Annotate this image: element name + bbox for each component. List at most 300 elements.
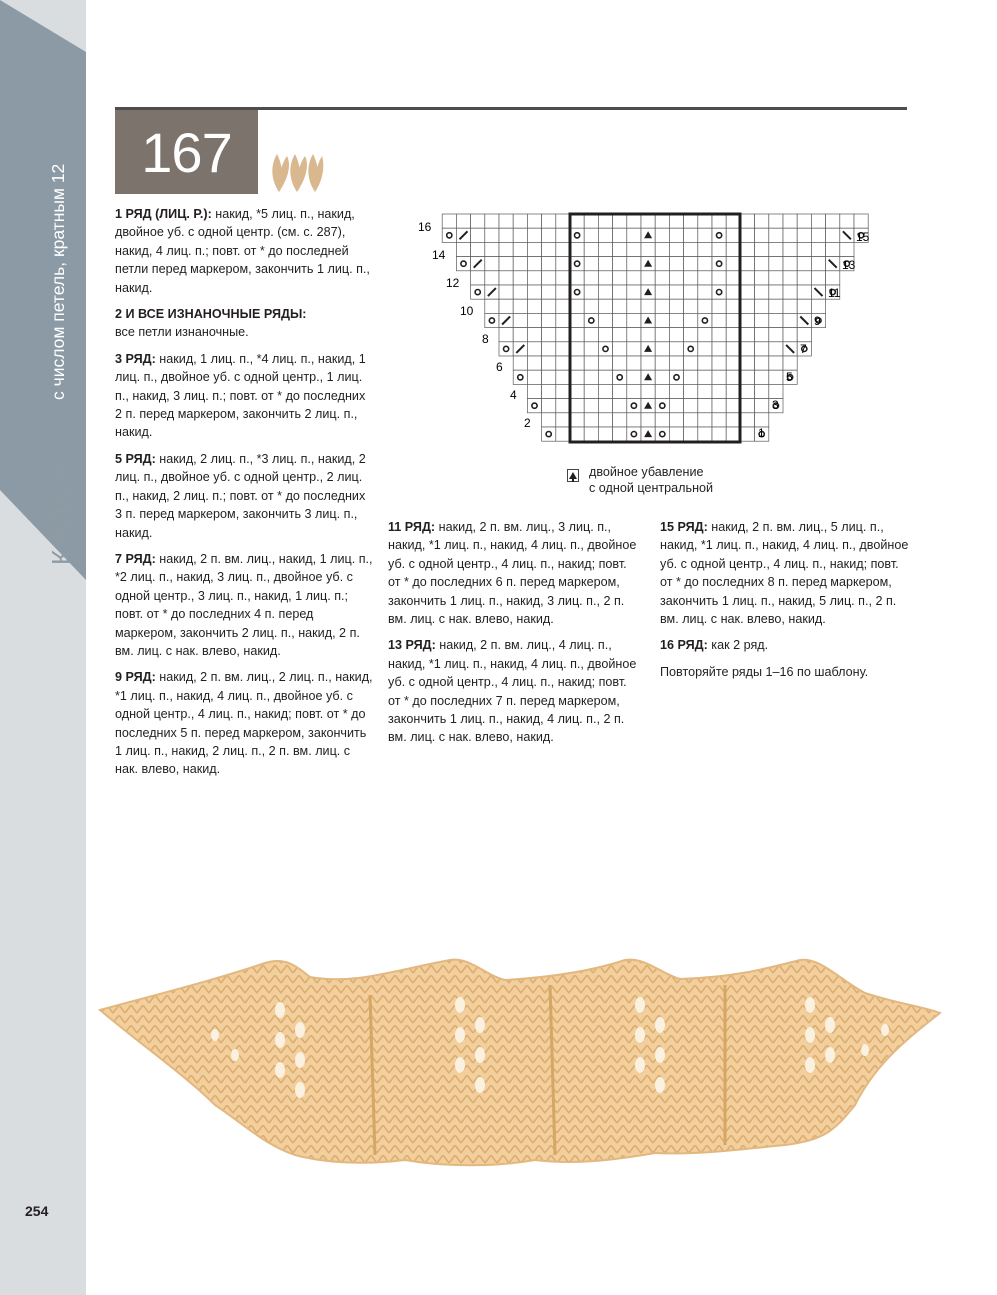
chart-cell <box>669 242 683 256</box>
chart-cell <box>627 285 641 299</box>
chart-cell <box>499 328 513 342</box>
chart-cell <box>613 399 627 413</box>
legend-line-1: двойное убавление <box>589 465 704 479</box>
chart-cell <box>655 427 669 441</box>
chart-cell <box>740 299 754 313</box>
chart-cell <box>542 370 556 384</box>
chart-cell <box>698 370 712 384</box>
chart-cell <box>556 328 570 342</box>
chart-cell <box>726 399 740 413</box>
chart-cell <box>641 413 655 427</box>
chart-cell <box>598 399 612 413</box>
chart-cell <box>570 328 584 342</box>
chart-cell <box>769 257 783 271</box>
chart-cell <box>570 228 584 242</box>
instructions-column-3 <box>660 518 910 689</box>
chart-cell <box>499 214 513 228</box>
chart-cell <box>556 313 570 327</box>
chart-cell <box>527 271 541 285</box>
chart-cell <box>527 328 541 342</box>
chart-cell <box>613 214 627 228</box>
chart-cell <box>726 342 740 356</box>
chart-cell <box>755 228 769 242</box>
side-band <box>0 0 86 1295</box>
chart-cell <box>471 285 485 299</box>
chart-cell <box>783 299 797 313</box>
chart-cell <box>542 399 556 413</box>
chart-cell <box>712 271 726 285</box>
row-1-instruction: 1 РЯД (ЛИЦ. Р.): накид, *5 лиц. п., накид, двойное уб. с одной центр. (см. с. 287), накид, 4 лиц. п.; повт. от * до последней петли перед маркером, закончить 1 лиц. п., накид. <box>115 207 370 295</box>
chart-cell <box>655 214 669 228</box>
chart-cell <box>442 228 456 242</box>
chart-cell <box>556 242 570 256</box>
chart-cell <box>684 328 698 342</box>
chart-cell <box>542 384 556 398</box>
chart-cell <box>755 299 769 313</box>
chart-cell <box>570 384 584 398</box>
chart-cell <box>755 285 769 299</box>
chart-cell <box>485 313 499 327</box>
chart-cell <box>698 242 712 256</box>
chart-cell <box>712 214 726 228</box>
chart-cell <box>584 214 598 228</box>
chart-cell <box>556 285 570 299</box>
chart-cell <box>769 328 783 342</box>
chart-cell <box>797 328 811 342</box>
chart-cell <box>712 242 726 256</box>
chart-cell <box>513 228 527 242</box>
chart-cell <box>769 384 783 398</box>
chart-cell <box>655 257 669 271</box>
chart-cell <box>570 413 584 427</box>
chart-cell <box>740 399 754 413</box>
chart-cell <box>755 342 769 356</box>
chart-cell <box>826 214 840 228</box>
chart-cell <box>655 356 669 370</box>
chart-cell <box>740 413 754 427</box>
chart-cell <box>527 356 541 370</box>
chart-cell <box>471 242 485 256</box>
chart-cell <box>613 228 627 242</box>
chart-cell <box>712 384 726 398</box>
chart-cell <box>740 257 754 271</box>
row-label-15: 15 <box>856 230 870 244</box>
chart-cell <box>584 299 598 313</box>
page-number: 254 <box>25 1203 49 1219</box>
chart-cell <box>726 356 740 370</box>
chart-cell <box>755 413 769 427</box>
chart-cell <box>542 342 556 356</box>
chart-cell <box>542 214 556 228</box>
row-5-instruction: 5 РЯД: накид, 2 лиц. п., *3 лиц. п., накид, 2 лиц. п., двойное уб. с одной центр., 2 лиц. п., накид, 2 лиц. п.; повт. от * до последних 3 п. перед маркером, закончить 3 лиц. п., накид. <box>115 451 366 540</box>
chart-cell <box>698 257 712 271</box>
chart-cell <box>499 257 513 271</box>
chart-cell <box>811 228 825 242</box>
chart-cell <box>669 399 683 413</box>
chart-cell <box>556 257 570 271</box>
chart-cell <box>655 285 669 299</box>
chart-cell <box>669 370 683 384</box>
chart-cell <box>556 214 570 228</box>
chart-cell <box>826 242 840 256</box>
chart-cell <box>471 271 485 285</box>
chart-cell <box>598 285 612 299</box>
chart-cell <box>755 328 769 342</box>
chart-cell <box>797 299 811 313</box>
chart-cell <box>584 285 598 299</box>
chart-cell <box>655 313 669 327</box>
chart-cell <box>627 399 641 413</box>
chart-cell <box>698 328 712 342</box>
chart-cell <box>655 413 669 427</box>
chart-cell <box>712 427 726 441</box>
chart-cell <box>740 427 754 441</box>
chart-cell <box>485 228 499 242</box>
chart-cell <box>712 399 726 413</box>
chart-cell <box>613 313 627 327</box>
chart-cell <box>684 299 698 313</box>
chart-cell <box>627 370 641 384</box>
chart-cell <box>598 228 612 242</box>
chart-cell <box>755 399 769 413</box>
chart-cell <box>740 271 754 285</box>
chart-cell <box>598 214 612 228</box>
chart-cell <box>669 299 683 313</box>
chart-cell <box>513 285 527 299</box>
chart-cell <box>556 271 570 285</box>
row-label-10: 10 <box>460 304 474 318</box>
chart-cell <box>570 342 584 356</box>
chart-cell <box>527 399 541 413</box>
chart-cell <box>684 399 698 413</box>
chart-cell <box>783 328 797 342</box>
chart-cell <box>712 299 726 313</box>
chart-cell <box>627 242 641 256</box>
chart-cell <box>584 356 598 370</box>
chart-cell <box>570 271 584 285</box>
chart-cell <box>598 271 612 285</box>
chart-cell <box>584 328 598 342</box>
chart-cell <box>740 285 754 299</box>
chart-cell <box>613 342 627 356</box>
chart-cell <box>542 313 556 327</box>
chart-cell <box>740 228 754 242</box>
chart-cell <box>570 427 584 441</box>
chart-cell <box>627 342 641 356</box>
chart-cell <box>613 427 627 441</box>
chart-cell <box>556 384 570 398</box>
chart-cell <box>769 285 783 299</box>
chart-cell <box>442 214 456 228</box>
chart-cell <box>783 356 797 370</box>
chart-cell <box>584 399 598 413</box>
chart-cell <box>655 342 669 356</box>
row-16-instruction: 16 РЯД: как 2 ряд. <box>660 638 769 653</box>
chart-cell <box>797 285 811 299</box>
row-13-instruction: 13 РЯД: накид, 2 п. вм. лиц., 4 лиц. п., накид, *1 лиц. п., накид, 4 лиц. п., двойное уб. с одной центр., 4 лиц. п., накид; повт. от * до последних 7 п. перед маркером, закончить 1 лиц. п., накид, 4 лиц. п., 2 п. вм. лиц. с нак. влево, накид. <box>388 638 637 745</box>
chart-cell <box>669 257 683 271</box>
chart-cell <box>542 299 556 313</box>
chart-cell <box>740 370 754 384</box>
row-label-4: 4 <box>510 388 517 402</box>
chart-cell <box>698 214 712 228</box>
chart-cell <box>769 356 783 370</box>
chart-cell <box>456 242 470 256</box>
chart-cell <box>598 427 612 441</box>
instructions-column-2 <box>388 518 638 755</box>
chart-cell <box>527 285 541 299</box>
chart-cell <box>712 285 726 299</box>
chart-cell <box>627 257 641 271</box>
chart-cell <box>826 228 840 242</box>
chart-cell <box>627 328 641 342</box>
chart-cell <box>755 313 769 327</box>
chart-cell <box>669 214 683 228</box>
chart-cell <box>769 299 783 313</box>
chart-cell <box>542 356 556 370</box>
chart-cell <box>570 299 584 313</box>
three-leaves-icon <box>270 152 325 194</box>
chart-cell <box>684 257 698 271</box>
chart-cell <box>669 427 683 441</box>
chart-cell <box>783 242 797 256</box>
chart-cell <box>499 299 513 313</box>
chart-cell <box>556 342 570 356</box>
pattern-number: 167 <box>115 110 258 194</box>
chart-cell <box>669 328 683 342</box>
row-label-14: 14 <box>432 248 446 262</box>
chart-cell <box>598 299 612 313</box>
row-7-instruction: 7 РЯД: накид, 2 п. вм. лиц., накид, 1 лиц. п., *2 лиц. п., накид, 3 лиц. п., двойное уб. с одной центр., 3 лиц. п., накид, 1 лиц. п.; повт. от * до последних 4 п. перед маркером, закончить 2 лиц. п., накид, 2 п. вм. лиц. с нак. влево, накид. <box>115 551 373 658</box>
chart-cell <box>456 257 470 271</box>
chart-cell <box>641 271 655 285</box>
chart-cell <box>797 271 811 285</box>
chart-cell <box>698 228 712 242</box>
row-label-6: 6 <box>496 360 503 374</box>
chart-cell <box>627 271 641 285</box>
chart-cell <box>570 285 584 299</box>
chart-cell <box>627 356 641 370</box>
chart-cell <box>755 257 769 271</box>
chart-cell <box>769 214 783 228</box>
chart-cell <box>527 384 541 398</box>
chart-cell <box>556 370 570 384</box>
chart-cell <box>797 214 811 228</box>
chart-cell <box>613 242 627 256</box>
chart-cell <box>740 356 754 370</box>
chart-cell <box>684 370 698 384</box>
chart-cell <box>655 328 669 342</box>
chart-cell <box>598 384 612 398</box>
chart-cell <box>755 214 769 228</box>
chart-cell <box>584 257 598 271</box>
chart-cell <box>485 257 499 271</box>
chart-cell <box>598 257 612 271</box>
chart-cell <box>698 384 712 398</box>
chart-cell <box>783 271 797 285</box>
chart-cell <box>811 257 825 271</box>
chart-cell <box>726 242 740 256</box>
chart-cell <box>684 313 698 327</box>
chart-cell <box>726 299 740 313</box>
chart-cell <box>513 242 527 256</box>
chart-cell <box>598 328 612 342</box>
chart-cell <box>513 257 527 271</box>
chart-cell <box>755 271 769 285</box>
chart-cell <box>669 228 683 242</box>
chart-cell <box>542 413 556 427</box>
row-2-instruction: 2 И ВСЕ ИЗНАНОЧНЫЕ РЯДЫ: все петли изнаночные. <box>115 307 307 340</box>
chart-cell <box>712 313 726 327</box>
chart-cell <box>811 299 825 313</box>
chart-cell <box>527 342 541 356</box>
row-label-9: 9 <box>814 314 821 328</box>
chart-cell <box>669 271 683 285</box>
chart-cell <box>655 271 669 285</box>
chart-cell <box>783 313 797 327</box>
chart-cell <box>613 285 627 299</box>
chart-cell <box>698 342 712 356</box>
chart-cell <box>584 413 598 427</box>
chart-cell <box>641 299 655 313</box>
chart-cell <box>655 370 669 384</box>
chart-cell <box>527 214 541 228</box>
chart-cell <box>655 399 669 413</box>
row-label-3: 3 <box>772 398 779 412</box>
chart-cell <box>499 228 513 242</box>
chart-cell <box>726 313 740 327</box>
chart-cell <box>570 214 584 228</box>
chart-cell <box>641 384 655 398</box>
chart-cell <box>684 384 698 398</box>
chart-cell <box>627 427 641 441</box>
chart-cell <box>598 356 612 370</box>
chart-cell <box>826 271 840 285</box>
chart-cell <box>783 257 797 271</box>
chart-cell <box>584 342 598 356</box>
row-label-2: 2 <box>524 416 531 430</box>
chart-cell <box>712 228 726 242</box>
chart-cell <box>598 242 612 256</box>
chart-cell <box>513 313 527 327</box>
chart-cell <box>641 328 655 342</box>
chart-cell <box>769 228 783 242</box>
chart-cell <box>684 285 698 299</box>
chart-cell <box>769 242 783 256</box>
chart-cell <box>598 342 612 356</box>
chart-cell <box>698 285 712 299</box>
chart-cell <box>655 299 669 313</box>
chart-cell <box>684 342 698 356</box>
chart-cell <box>854 214 868 228</box>
chart-cell <box>542 257 556 271</box>
chart-cell <box>755 384 769 398</box>
chart-cell <box>698 299 712 313</box>
chart-cell <box>811 271 825 285</box>
chart-cell <box>698 271 712 285</box>
chart-cell <box>811 242 825 256</box>
chart-cell <box>769 313 783 327</box>
chart-cell <box>613 299 627 313</box>
chart-cell <box>556 399 570 413</box>
chart-cell <box>698 313 712 327</box>
chart-cell <box>698 356 712 370</box>
chart-cell <box>598 313 612 327</box>
chart-cell <box>584 384 598 398</box>
chart-cell <box>613 271 627 285</box>
row-label-7: 7 <box>800 342 807 356</box>
row-label-13: 13 <box>842 258 856 272</box>
row-3-instruction: 3 РЯД: накид, 1 лиц. п., *4 лиц. п., накид, 1 лиц. п., двойное уб. с одной центр., 1 лиц. п., накид, 3 лиц. п.; повт. от * до последних 2 п. перед маркером, закончить 2 лиц. п., накид. <box>115 351 366 440</box>
chart-cell <box>740 313 754 327</box>
chart-cell <box>527 242 541 256</box>
chart-cell <box>485 299 499 313</box>
chart-cell <box>783 214 797 228</box>
chart-cell <box>769 370 783 384</box>
chart-cell <box>542 427 556 441</box>
chart-cell <box>684 427 698 441</box>
chart-cell <box>542 285 556 299</box>
chart-cell <box>840 214 854 228</box>
legend-line-2: с одной центральной <box>589 481 714 495</box>
chart-cell <box>641 242 655 256</box>
chart-cell <box>684 356 698 370</box>
chart-cell <box>627 384 641 398</box>
chart-cell <box>797 228 811 242</box>
sidebar-subtitle: с числом петель, кратным 12 <box>48 163 68 400</box>
chart-cell <box>655 242 669 256</box>
chart-cell <box>513 356 527 370</box>
chart-cell <box>527 313 541 327</box>
chart-cell <box>471 228 485 242</box>
chart-cell <box>712 328 726 342</box>
chart-cell <box>769 271 783 285</box>
chart-cell <box>627 313 641 327</box>
chart-cell <box>840 242 854 256</box>
side-triangle <box>0 0 86 1295</box>
chart-cell <box>712 342 726 356</box>
repeat-note: Повторяйте ряды 1–16 по шаблону. <box>660 664 869 679</box>
chart-cell <box>613 413 627 427</box>
chart-cell <box>542 328 556 342</box>
chart-cell <box>811 214 825 228</box>
chart-cell <box>556 413 570 427</box>
chart-cell <box>669 313 683 327</box>
chart-cell <box>669 285 683 299</box>
chart-cell <box>726 370 740 384</box>
chart-cell <box>598 370 612 384</box>
chart-cell <box>556 228 570 242</box>
chart-cell <box>584 427 598 441</box>
sidebar-section-title: КАЙМА <box>46 459 76 565</box>
chart-cell <box>613 370 627 384</box>
chart-cell <box>570 370 584 384</box>
chart-cell <box>527 257 541 271</box>
chart-cell <box>726 271 740 285</box>
chart-cell <box>669 384 683 398</box>
chart-cell <box>684 228 698 242</box>
chart-grid <box>442 214 868 441</box>
chart-cell <box>584 313 598 327</box>
chart-cell <box>499 285 513 299</box>
double-decrease-icon <box>567 469 579 482</box>
chart-cell <box>655 228 669 242</box>
row-label-5: 5 <box>786 370 793 384</box>
row-label-1: 1 <box>758 426 765 440</box>
chart-cell <box>542 271 556 285</box>
chart-cell <box>755 242 769 256</box>
row-label-11: 11 <box>828 286 841 300</box>
